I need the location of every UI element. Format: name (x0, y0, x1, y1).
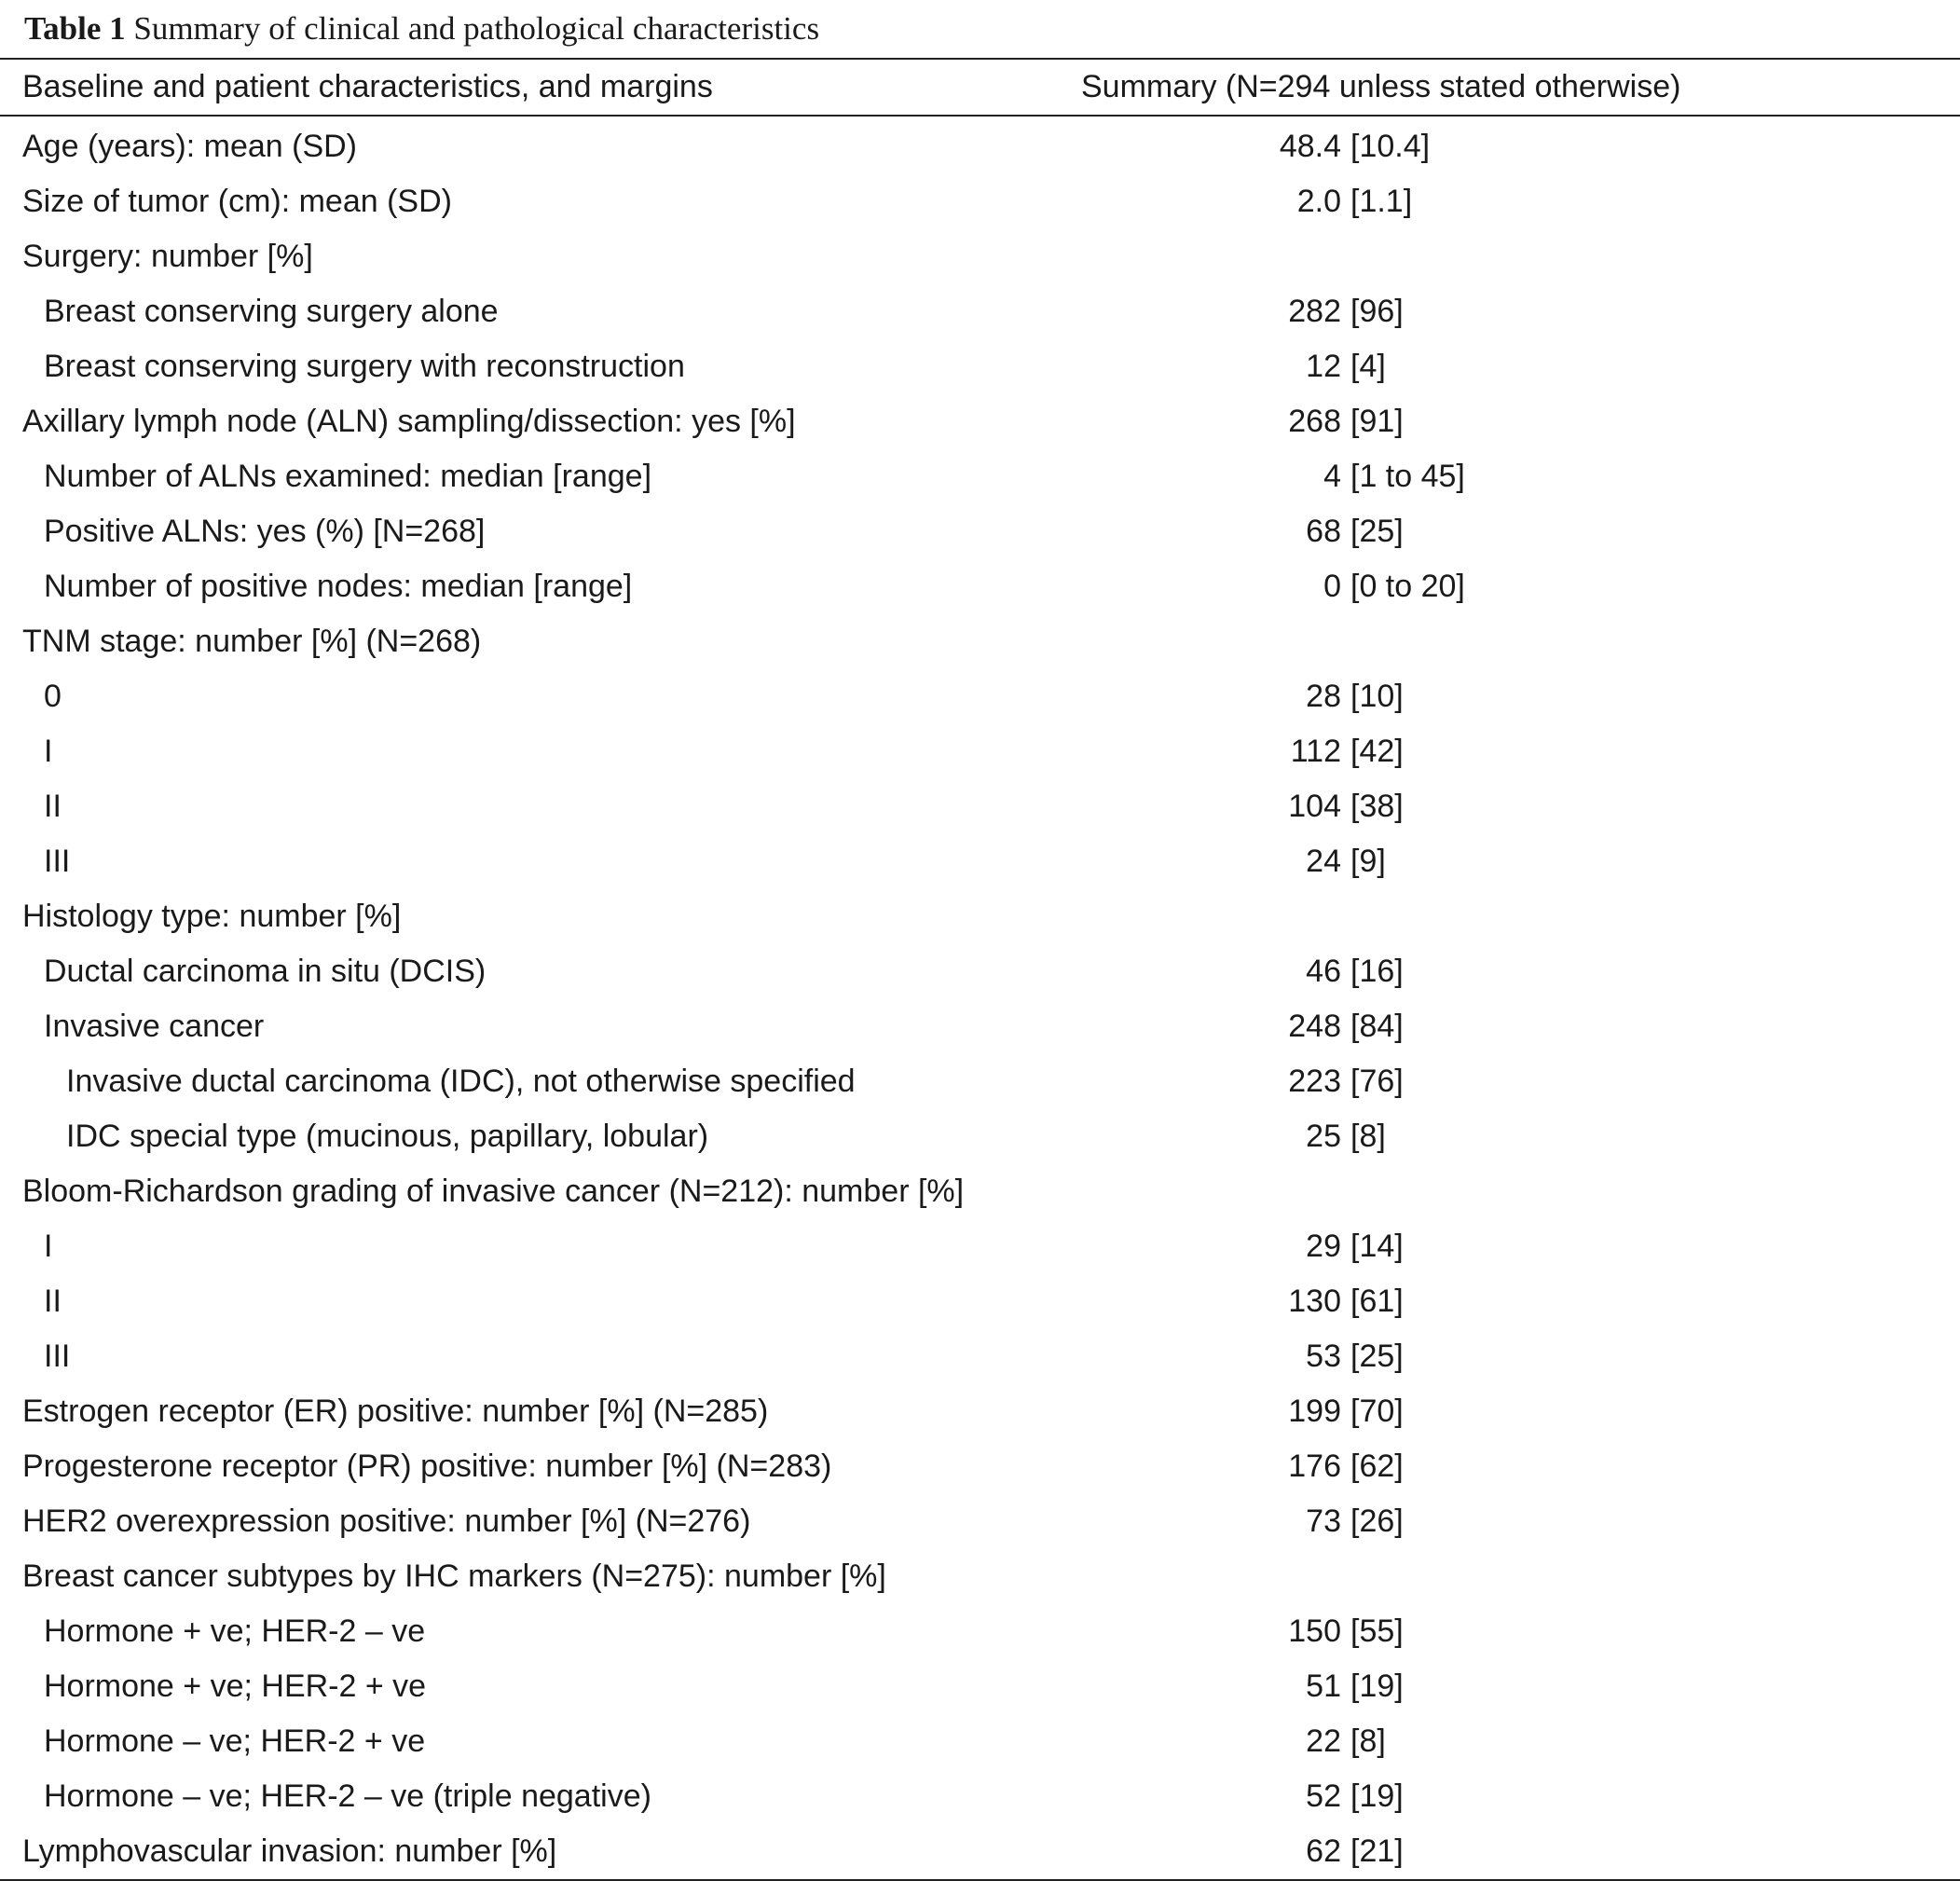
row-value-bracket: [9] (1350, 844, 1386, 879)
row-value-bracket: [55] (1350, 1613, 1404, 1649)
row-value-number: 130 (1288, 1284, 1341, 1319)
row-label: Lymphovascular invasion: number [%] (22, 1833, 557, 1869)
table-row (0, 1384, 1960, 1439)
row-label: Axillary lymph node (ALN) sampling/dissection: yes [%] (22, 404, 796, 439)
row-label: Positive ALNs: yes (%) [N=268] (44, 514, 486, 549)
row-value-number: 48.4 (1279, 129, 1341, 164)
table-row (0, 889, 1960, 944)
table-row (0, 1714, 1960, 1769)
row-value-bracket: [38] (1350, 789, 1404, 824)
table-row (0, 504, 1960, 559)
table-row (0, 1494, 1960, 1549)
row-label: Breast conserving surgery alone (44, 294, 499, 329)
row-label: 0 (44, 679, 62, 714)
row-value-number: 68 (1306, 514, 1341, 549)
table-row (0, 1329, 1960, 1384)
row-value-bracket: [14] (1350, 1229, 1404, 1264)
row-value-number: 104 (1288, 789, 1341, 824)
row-value-bracket: [21] (1350, 1833, 1404, 1869)
row-value-number: 46 (1306, 954, 1341, 989)
row-value-number: 0 (1323, 569, 1341, 604)
row-value-number: 150 (1288, 1613, 1341, 1649)
row-value-number: 176 (1288, 1449, 1341, 1484)
row-value-number: 112 (1290, 734, 1341, 769)
row-value-bracket: [8] (1350, 1119, 1386, 1154)
table-row (0, 1164, 1960, 1219)
table-body (0, 117, 1960, 1879)
row-label: Histology type: number [%] (22, 899, 402, 934)
table-header-row (0, 60, 1960, 115)
table-row (0, 449, 1960, 504)
row-value-number: 248 (1288, 1009, 1341, 1044)
row-label: Age (years): mean (SD) (22, 129, 357, 164)
table-row (0, 394, 1960, 449)
row-value-number: 268 (1288, 404, 1341, 439)
row-value-number: 22 (1306, 1723, 1341, 1759)
table-row (0, 999, 1960, 1054)
table-row (0, 119, 1960, 174)
row-label: Hormone – ve; HER-2 – ve (triple negative) (44, 1778, 651, 1814)
row-value-bracket: [25] (1350, 1339, 1404, 1374)
row-label: Breast conserving surgery with reconstruction (44, 349, 685, 384)
row-value-bracket: [25] (1350, 514, 1404, 549)
row-label: Breast cancer subtypes by IHC markers (N=275): number [%] (22, 1558, 886, 1594)
table-row (0, 1439, 1960, 1494)
table-row (0, 1659, 1960, 1714)
row-label: Invasive ductal carcinoma (IDC), not otherwise specified (66, 1064, 856, 1099)
table-row (0, 834, 1960, 889)
row-label: Bloom-Richardson grading of invasive cancer (N=212): number [%] (22, 1174, 965, 1209)
row-value-bracket: [0 to 20] (1350, 569, 1465, 604)
row-label: Invasive cancer (44, 1009, 265, 1044)
row-value-number: 53 (1306, 1339, 1341, 1374)
row-value-bracket: [42] (1350, 734, 1404, 769)
row-value-bracket: [8] (1350, 1723, 1386, 1759)
row-value-number: 12 (1306, 349, 1341, 384)
table-caption (0, 0, 1960, 58)
table-row (0, 1769, 1960, 1824)
table-row (0, 779, 1960, 834)
row-label: II (44, 789, 62, 824)
row-value-bracket: [61] (1350, 1284, 1404, 1319)
row-value-bracket: [26] (1350, 1503, 1404, 1539)
row-label: II (44, 1284, 62, 1319)
row-value-number: 52 (1306, 1778, 1341, 1814)
row-value-number: 28 (1306, 679, 1341, 714)
table-row (0, 559, 1960, 614)
row-label: Number of ALNs examined: median [range] (44, 459, 652, 494)
table-row (0, 1054, 1960, 1109)
table-row (0, 1274, 1960, 1329)
table-row (0, 724, 1960, 779)
table-row (0, 339, 1960, 394)
row-value-bracket: [91] (1350, 404, 1404, 439)
table-row (0, 174, 1960, 229)
row-label: Ductal carcinoma in situ (DCIS) (44, 954, 487, 989)
row-value-number: 29 (1306, 1229, 1341, 1264)
row-value-number: 2.0 (1296, 184, 1341, 219)
row-value-number: 223 (1288, 1064, 1341, 1099)
column-header-characteristics: Baseline and patient characteristics, and margins (22, 69, 713, 104)
row-value-number: 282 (1288, 294, 1341, 329)
table-row (0, 1219, 1960, 1274)
row-value-bracket: [1 to 45] (1350, 459, 1465, 494)
table-row (0, 669, 1960, 724)
row-label: Size of tumor (cm): mean (SD) (22, 184, 452, 219)
row-value-number: 24 (1306, 844, 1341, 879)
table-row (0, 1824, 1960, 1879)
row-value-bracket: [84] (1350, 1009, 1404, 1044)
row-label: III (44, 1339, 71, 1374)
row-label: HER2 overexpression positive: number [%] (N=276) (22, 1503, 751, 1539)
row-value-number: 62 (1306, 1833, 1341, 1869)
row-label: Hormone + ve; HER-2 – ve (44, 1613, 426, 1649)
table-row (0, 1549, 1960, 1604)
row-value-number: 25 (1306, 1119, 1341, 1154)
row-value-bracket: [16] (1350, 954, 1404, 989)
table-row (0, 944, 1960, 999)
row-value-bracket: [19] (1350, 1668, 1404, 1704)
row-label: Hormone – ve; HER-2 + ve (44, 1723, 426, 1759)
row-value-bracket: [10.4] (1350, 129, 1431, 164)
row-label: I (44, 1229, 53, 1264)
row-label: IDC special type (mucinous, papillary, lobular) (66, 1119, 709, 1154)
table-row (0, 1604, 1960, 1659)
table-row (0, 229, 1960, 284)
table-caption-label: Table 1 (24, 10, 126, 47)
row-value-number: 73 (1306, 1503, 1341, 1539)
row-value-bracket: [70] (1350, 1394, 1404, 1429)
row-value-number: 51 (1306, 1668, 1341, 1704)
row-value-number: 199 (1288, 1394, 1341, 1429)
row-label: Estrogen receptor (ER) positive: number [%] (N=285) (22, 1394, 769, 1429)
row-label: Number of positive nodes: median [range] (44, 569, 633, 604)
row-value-bracket: [19] (1350, 1778, 1404, 1814)
row-label: I (44, 734, 53, 769)
row-value-bracket: [96] (1350, 294, 1404, 329)
table-row (0, 284, 1960, 339)
table-row (0, 614, 1960, 669)
table-caption-title: Summary of clinical and pathological characteristics (133, 10, 820, 47)
row-label: III (44, 844, 71, 879)
row-label: Progesterone receptor (PR) positive: number [%] (N=283) (22, 1449, 832, 1484)
row-value-bracket: [1.1] (1350, 184, 1413, 219)
row-value-bracket: [76] (1350, 1064, 1404, 1099)
row-value-number: 4 (1323, 459, 1341, 494)
table-row (0, 1109, 1960, 1164)
row-value-bracket: [4] (1350, 349, 1386, 384)
row-value-bracket: [10] (1350, 679, 1404, 714)
row-label: Surgery: number [%] (22, 239, 313, 274)
column-header-summary: Summary (N=294 unless stated otherwise) (1081, 69, 1681, 104)
row-label: Hormone + ve; HER-2 + ve (44, 1668, 427, 1704)
row-value-bracket: [62] (1350, 1449, 1404, 1484)
row-label: TNM stage: number [%] (N=268) (22, 624, 482, 659)
